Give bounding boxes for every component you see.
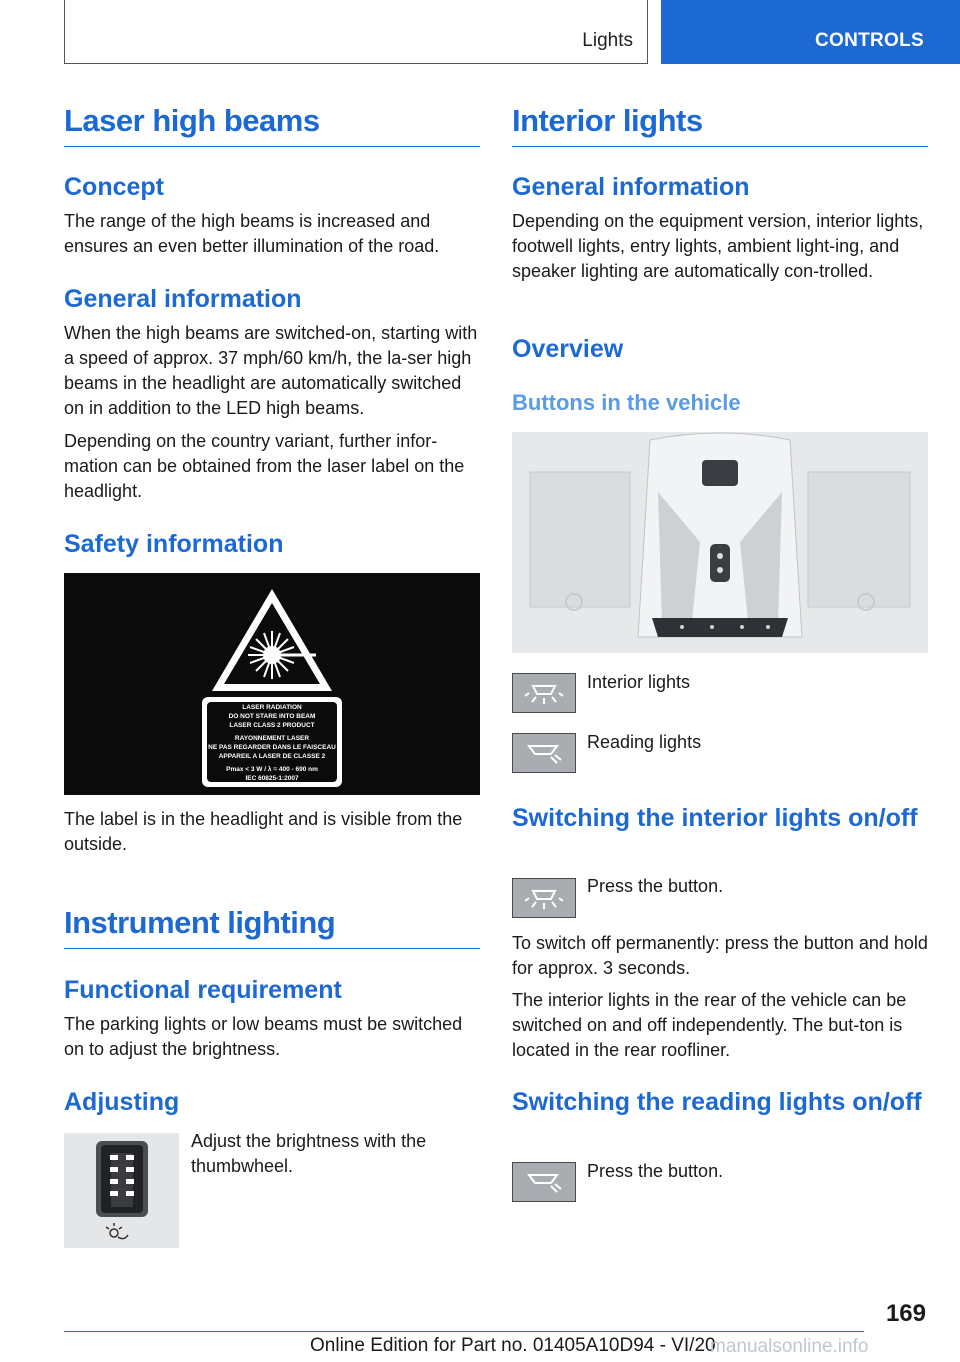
interior-light-button-icon	[512, 878, 576, 918]
label-line: Pmax < 3 W / λ = 400 - 690 nm	[226, 766, 318, 773]
legend-interior-lights-label: Interior lights	[587, 672, 691, 692]
switch-interior-heading: Switching the interior lights on/off	[512, 804, 918, 832]
page-number: 169	[885, 1300, 926, 1327]
requirement-text: The parking lights or low beams must be switched on to adjust the brightness.	[64, 1014, 463, 1059]
laser-general-text-1: When the high beams are switched-on, starting with a speed of approx. 37 mph/60 km/h, the la‐ser high beams in the headlight are automatically switched on in addition to the LED high beams.	[64, 323, 478, 418]
interior-lights-title: Interior lights	[512, 103, 703, 138]
switch-interior-text-1: To switch off permanently: press the button and hold for approx. 3 seconds.	[512, 933, 928, 978]
footer-rule	[64, 1331, 864, 1332]
watermark[interactable]: manualsonline.info	[710, 1336, 869, 1357]
label-line: IEC 60825-1:2007	[245, 775, 299, 782]
header-section-title: Lights	[582, 30, 633, 51]
title-rule	[64, 146, 480, 147]
reading-light-icon	[512, 733, 576, 773]
thumbwheel-image	[64, 1133, 179, 1248]
thumbwheel-icon	[64, 1133, 179, 1248]
laser-general-text-2: Depending on the country variant, further infor‐mation can be obtained from the laser label on the headlight.	[64, 431, 465, 501]
roofliner-buttons-image	[512, 432, 928, 653]
interior-light-icon	[512, 673, 576, 713]
adjusting-heading: Adjusting	[64, 1088, 180, 1116]
label-line: DO NOT STARE INTO BEAM	[228, 713, 316, 720]
title-rule	[512, 146, 928, 147]
header-chapter-tab[interactable]: CONTROLS	[661, 0, 960, 64]
footer-edition: Online Edition for Part no. 01405A10D94 - VI/20	[310, 1335, 716, 1356]
laser-warning-label-image	[64, 573, 480, 795]
instrument-lighting-title: Instrument lighting	[64, 905, 336, 940]
header-section-box	[64, 0, 648, 64]
overview-heading: Overview	[512, 335, 624, 363]
label-line: LASER CLASS 2 PRODUCT	[229, 722, 315, 729]
label-line: LASER RADIATION	[242, 704, 302, 711]
safety-heading: Safety information	[64, 530, 284, 558]
label-line: NE PAS REGARDER DANS LE FAISCEAU	[208, 744, 336, 751]
switch-reading-step: Press the button.	[587, 1161, 724, 1181]
interior-general-heading: General information	[512, 173, 750, 201]
switch-reading-heading: Switching the reading lights on/off	[512, 1088, 922, 1116]
switch-interior-step: Press the button.	[587, 876, 724, 896]
laser-high-beams-title: Laser high beams	[64, 103, 320, 138]
concept-text: The range of the high beams is increased and ensures an even better illumination of the road.	[64, 211, 440, 256]
laser-label-text	[207, 703, 337, 783]
label-line: APPAREIL A LASER DE CLASSE 2	[218, 753, 326, 760]
roofliner-illustration	[512, 432, 928, 653]
reading-light-button-icon	[512, 1162, 576, 1202]
buttons-heading: Buttons in the vehicle	[512, 390, 741, 415]
laser-general-heading: General information	[64, 285, 302, 313]
switch-interior-text-2: The interior lights in the rear of the vehicle can be switched on and off independently. The but‐ton is located in the rear roofliner.	[512, 990, 907, 1060]
concept-heading: Concept	[64, 173, 164, 201]
adjusting-text: Adjust the brightness with the thumbwheel.	[191, 1131, 427, 1176]
label-line: RAYONNEMENT LASER	[234, 735, 310, 742]
interior-general-text: Depending on the equipment version, interior lights, footwell lights, entry lights, ambient light‐ing, and speaker lighting are automatically con‐trolled.	[512, 211, 924, 281]
requirement-heading: Functional requirement	[64, 976, 342, 1004]
safety-caption: The label is in the headlight and is visible from the outside.	[64, 809, 463, 854]
legend-reading-lights-label: Reading lights	[587, 732, 702, 752]
title-rule	[64, 948, 480, 949]
